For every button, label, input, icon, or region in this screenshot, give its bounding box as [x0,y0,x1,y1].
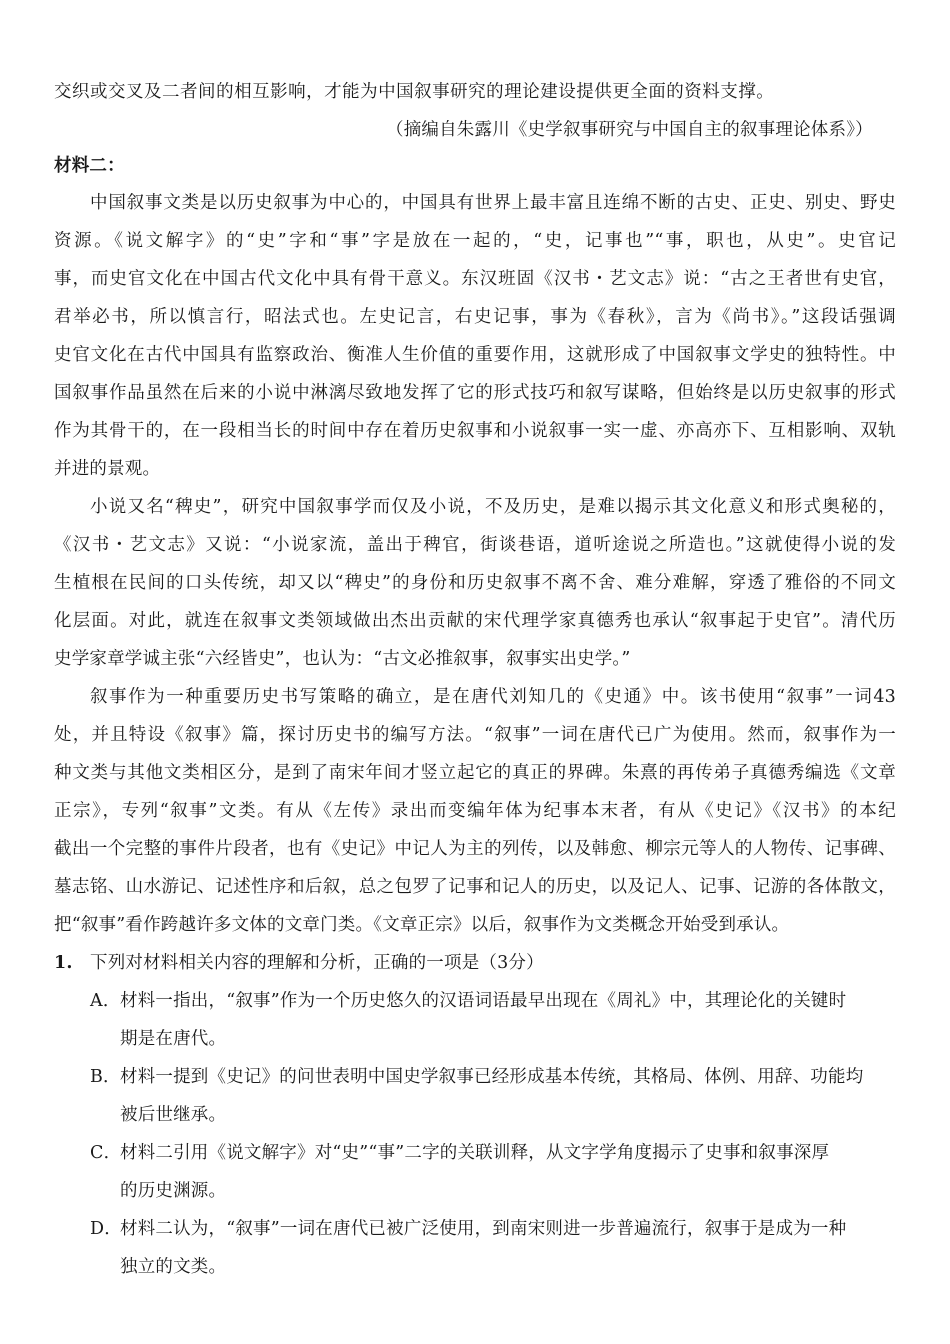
para1-line: 国叙事作品虽然在后来的小说中淋漓尽致地发挥了它的形式技巧和叙写谋略，但始终是以历史叙事的形式 [54,383,896,403]
option-text: 材料二引用《说文解字》对“史”“事”二字的关联训释，从文字学角度揭示了史事和叙事深厚 [120,1143,830,1163]
para3-line: 正宗》，专列“叙事”文类。有从《左传》录出而变编年体为纪事本末者，有从《史记》《汉书》的本纪 [54,801,896,821]
question-number: 1. [54,953,73,973]
para2-line: 生植根在民间的口头传统，却又以“稗史”的身份和历史叙事不离不舍、难分难解，穿透了雅俗的不同文 [54,573,896,593]
para1-line: 作为其骨干的，在一段相当长的时间中存在着历史叙事和小说叙事一实一虚、亦高亦下、互相影响、双轨 [54,421,896,441]
para3-line: 把“叙事”看作跨越许多文体的文章门类。《文章正宗》以后，叙事作为文类概念开始受到承认。 [54,915,790,935]
para1-line: 事，而史官文化在中国古代文化中具有骨干意义。东汉班固《汉书・艺文志》说：“古之王者世有史官， [54,269,896,289]
option-b-cont: 被后世继承。 [120,1105,227,1125]
para3-line: 墓志铭、山水游记、记述性序和后叙，总之包罗了记事和记人的历史，以及记人、记事、记游的各体散文， [54,877,896,897]
option-letter: A． [90,991,121,1011]
question-stem: 下列对材料相关内容的理解和分析，正确的一项是（3分） [90,953,544,973]
option-c[interactable] [90,1141,829,1165]
option-c-cont: 的历史渊源。 [120,1181,227,1201]
option-a-cont: 期是在唐代。 [120,1029,227,1049]
para3-line: 叙事作为一种重要历史书写策略的确立，是在唐代刘知几的《史通》中。该书使用“叙事”一词43 [90,687,896,707]
option-text: 材料一指出，“叙事”作为一个历史悠久的汉语词语最早出现在《周礼》中，其理论化的关键时 [120,991,847,1011]
option-letter: C． [90,1143,122,1163]
para3-line: 种文类与其他文类相区分，是到了南宋年间才竖立起它的真正的界碑。朱熹的再传弟子真德秀编选《文章 [54,763,896,783]
para1-line: 资源。《说文解字》的“史”字和“事”字是放在一起的，“史，记事也”“事，职也，从史”。史官记 [54,231,896,251]
para2-line: 史学家章学诚主张“六经皆史”，也认为：“古文必推叙事，叙事实出史学。” [54,649,631,669]
para1-line: 史官文化在古代中国具有监察政治、衡准人生价值的重要作用，这就形成了中国叙事文学史的独特性。中 [54,345,896,365]
material1-last-line: 交织或交叉及二者间的相互影响，才能为中国叙事研究的理论建设提供更全面的资料支撑。 [54,82,774,102]
para1-line: 并进的景观。 [54,459,161,479]
para1-line: 君举必书，所以慎言行，昭法式也。左史记言，右史记事，事为《春秋》，言为《尚书》。”这段话强调 [54,307,896,327]
option-d-cont: 独立的文类。 [120,1257,227,1277]
para2-line: 化层面。对此，就连在叙事文类领域做出杰出贡献的宋代理学家真德秀也承认“叙事起于史官”。清代历 [54,611,896,631]
option-a[interactable] [90,989,846,1013]
material1-source: （摘编自朱露川《史学叙事研究与中国自主的叙事理论体系》） [386,120,873,140]
option-letter: D． [90,1219,122,1239]
para2-line: 小说又名“稗史”，研究中国叙事学而仅及小说，不及历史，是难以揭示其文化意义和形式奥秘的， [90,497,896,517]
option-d[interactable] [90,1217,846,1241]
option-text: 材料二认为，“叙事”一词在唐代已被广泛使用，到南宋则进一步普遍流行，叙事于是成为一种 [120,1219,847,1239]
option-letter: B． [90,1067,121,1087]
material2-heading: 材料二： [54,156,125,176]
para1-line: 中国叙事文类是以历史叙事为中心的，中国具有世界上最丰富且连绵不断的古史、正史、别史、野史 [90,193,896,213]
para3-line: 截出一个完整的事件片段者，也有《史记》中记人为主的列传，以及韩愈、柳宗元等人的人物传、记事碑、 [54,839,896,859]
option-b[interactable] [90,1065,863,1089]
option-text: 材料一提到《史记》的问世表明中国史学叙事已经形成基本传统，其格局、体例、用辞、功能均 [120,1067,864,1087]
para3-line: 处，并且特设《叙事》篇，探讨历史书的编写方法。“叙事”一词在唐代已广为使用。然而，叙事作为一 [54,725,896,745]
para2-line: 《汉书・艺文志》又说：“小说家流，盖出于稗官，街谈巷语，道听途说之所造也。”这就使得小说的发 [54,535,896,555]
